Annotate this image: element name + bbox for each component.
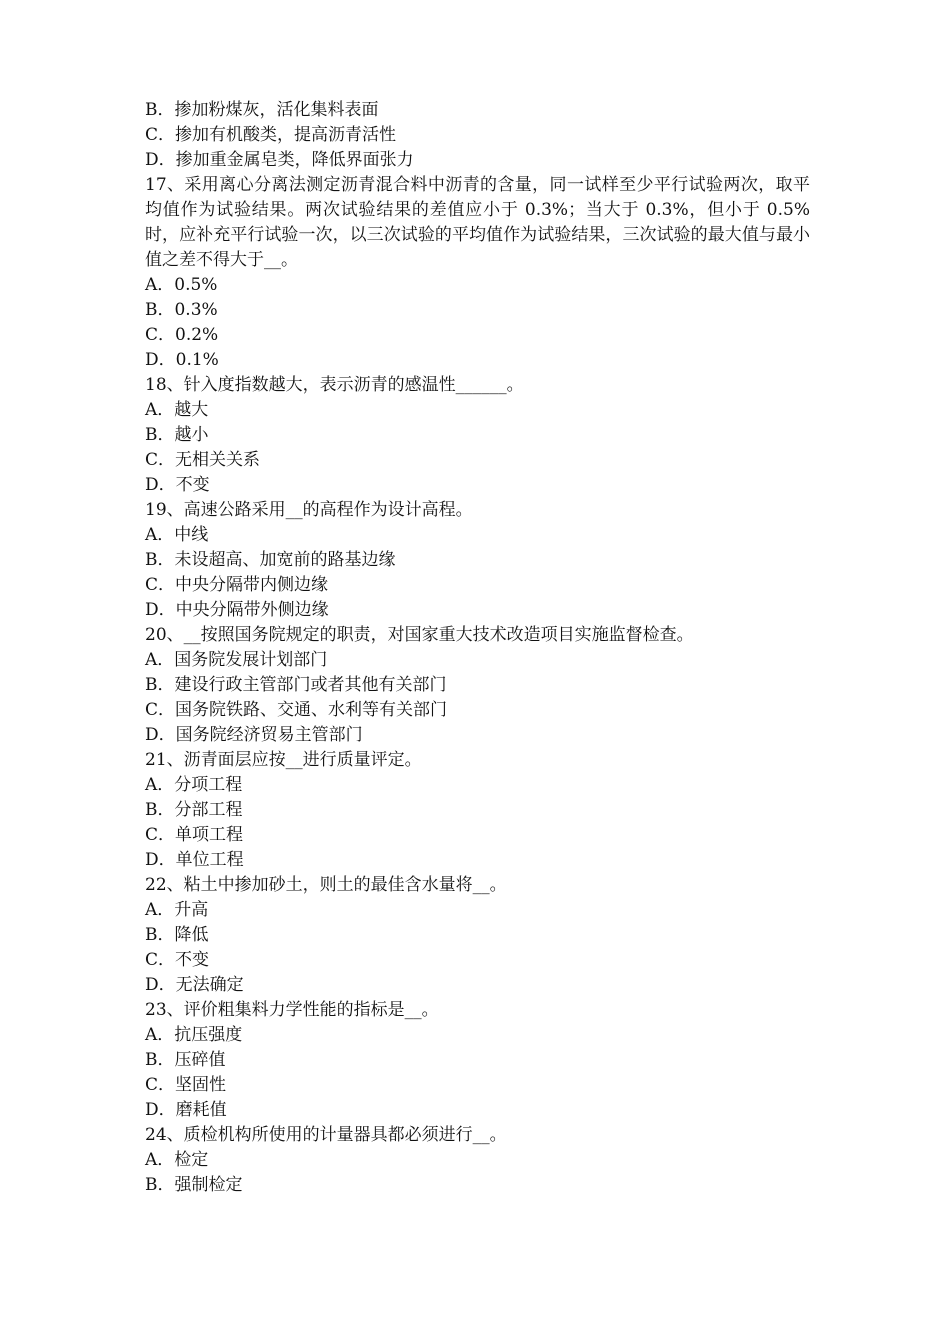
- answer-option: B．压碎值: [145, 1050, 226, 1070]
- answer-option: D．磨耗值: [145, 1100, 227, 1120]
- question-text: 20、__按照国务院规定的职责，对国家重大技术改造项目实施监督检查。: [145, 625, 694, 645]
- document-body: [145, 98, 810, 1198]
- answer-option: A．越大: [145, 400, 209, 420]
- answer-option: C．0.2%: [145, 325, 219, 345]
- answer-option: B．强制检定: [145, 1175, 243, 1195]
- answer-option: D．不变: [145, 475, 210, 495]
- answer-option: D．中央分隔带外侧边缘: [145, 600, 329, 620]
- answer-option: B．建设行政主管部门或者其他有关部门: [145, 675, 447, 695]
- question-text: 22、粘土中掺加砂土，则土的最佳含水量将__。: [145, 875, 507, 895]
- answer-option: A．0.5%: [145, 275, 218, 295]
- question-text: 24、质检机构所使用的计量器具都必须进行__。: [145, 1125, 507, 1145]
- answer-option: B．未设超高、加宽前的路基边缘: [145, 550, 396, 570]
- answer-option: C．坚固性: [145, 1075, 227, 1095]
- answer-option: B．降低: [145, 925, 209, 945]
- answer-option: A．中线: [145, 525, 209, 545]
- answer-option: D．掺加重金属皂类，降低界面张力: [145, 150, 414, 170]
- question-text: 18、针入度指数越大，表示沥青的感温性______。: [145, 375, 524, 395]
- question-text: 21、沥青面层应按__进行质量评定。: [145, 750, 422, 770]
- answer-option: B．越小: [145, 425, 209, 445]
- answer-option: A．分项工程: [145, 775, 243, 795]
- answer-option: D．0.1%: [145, 350, 219, 370]
- answer-option: C．不变: [145, 950, 210, 970]
- answer-option: A．抗压强度: [145, 1025, 243, 1045]
- answer-option: C．单项工程: [145, 825, 244, 845]
- question-text: 19、高速公路采用__的高程作为设计高程。: [145, 500, 473, 520]
- questions-17-24: [145, 273, 810, 1198]
- answer-option: A．国务院发展计划部门: [145, 650, 328, 670]
- answer-option: B．0.3%: [145, 300, 218, 320]
- question-text: 23、评价粗集料力学性能的指标是__。: [145, 1000, 439, 1020]
- answer-option: D．国务院经济贸易主管部门: [145, 725, 363, 745]
- answer-option: C．掺加有机酸类，提高沥青活性: [145, 125, 397, 145]
- answer-option: A．检定: [145, 1150, 209, 1170]
- answer-option: C．中央分隔带内侧边缘: [145, 575, 329, 595]
- question-17-text: 17、采用离心分离法测定沥青混合料中沥青的含量，同一试样至少平行试验两次，取平均值作为试验结果。两次试验结果的差值应小于 0.3%；当大于 0.3%，但小于 0.5%时，应补充平行试验一次，以三次试验的平均值作为试验结果，三次试验的最大值与最小值之差不得大于__。: [145, 175, 810, 270]
- q16-options: [145, 98, 810, 173]
- answer-option: D．单位工程: [145, 850, 244, 870]
- answer-option: C．无相关关系: [145, 450, 261, 470]
- answer-option: B．分部工程: [145, 800, 243, 820]
- answer-option: A．升高: [145, 900, 209, 920]
- answer-option: D．无法确定: [145, 975, 244, 995]
- answer-option: B．掺加粉煤灰，活化集料表面: [145, 100, 379, 120]
- answer-option: C．国务院铁路、交通、水利等有关部门: [145, 700, 448, 720]
